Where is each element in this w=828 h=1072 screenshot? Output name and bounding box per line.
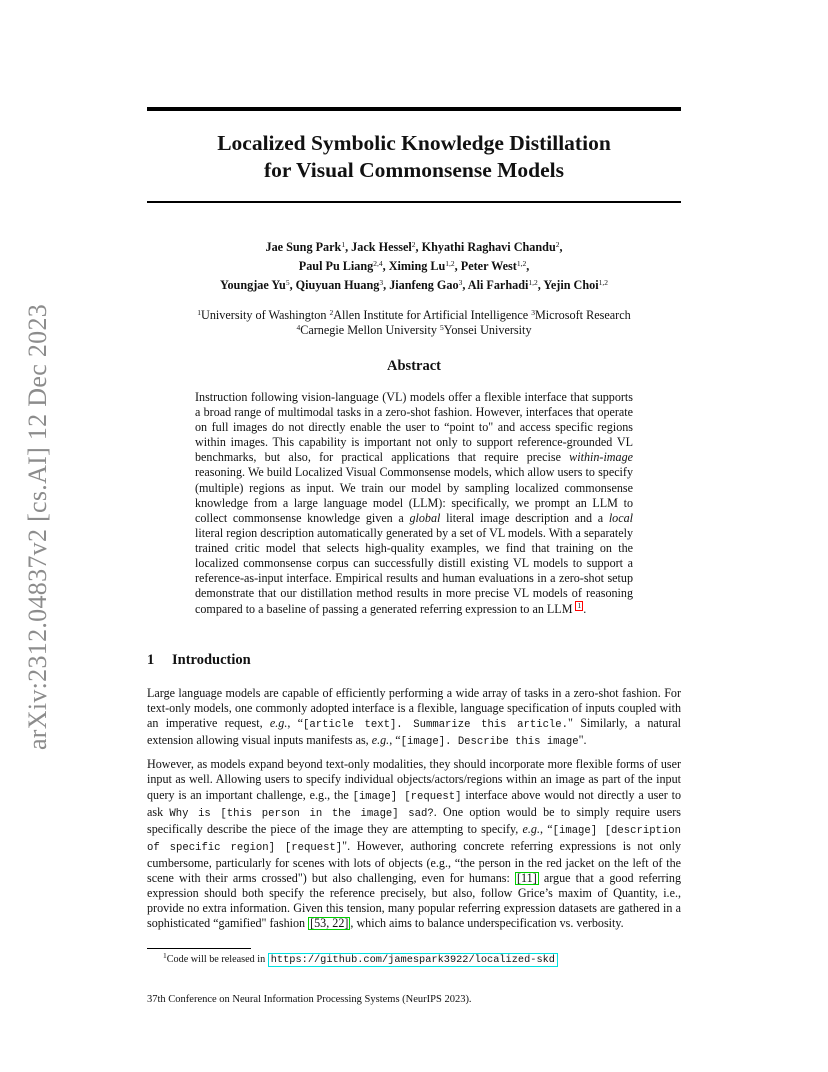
abstract-emphasis: global — [409, 510, 441, 525]
footnote-url-link[interactable]: https://github.com/jamespark3922/localized-skd — [268, 953, 558, 967]
introduction-body — [147, 686, 681, 938]
author-name: Qiuyuan Huang — [295, 278, 380, 292]
conference-note: 37th Conference on Neural Information Processing Systems (NeurIPS 2023). — [147, 994, 472, 1005]
body-text: , “ — [539, 821, 553, 836]
body-text: , “ — [287, 716, 304, 731]
intro-paragraph-1 — [147, 686, 681, 750]
author-affil-mark: 2 — [555, 240, 560, 249]
author-affil-mark: 1,2 — [445, 259, 455, 268]
body-text: interface above would not directly a user to ask — [147, 787, 681, 819]
title-bottom-rule — [147, 201, 681, 203]
affiliation-list — [147, 308, 681, 338]
abstract-text: Instruction following vision-language (VL) models offer a flexible interface that supports a broad range of multimodal tasks in a zero-shot fashion. However, interfaces that operate on full images do not directly enable the user to “point to" and access specific regions within images. This capability is important not only to support reference-grounded VL benchmarks, but also, for practical applications that require precise — [195, 390, 633, 465]
footnote-text: Code will be released in — [166, 954, 268, 965]
author-affil-mark: 3 — [379, 278, 384, 287]
inline-code: [article text]. Summarize this article. — [303, 719, 568, 732]
affiliation-mark: 5 — [439, 323, 444, 332]
footnote-link[interactable]: 1 — [577, 601, 582, 611]
affiliation-mark: 4 — [296, 323, 301, 332]
inline-code: [image] [request] — [352, 790, 462, 803]
body-text: . One option would be to simply require users specifically describe the piece of the image they are attempting to specify, — [147, 804, 681, 836]
section-heading-introduction — [147, 652, 681, 669]
author-name: Paul Pu Liang — [298, 259, 374, 273]
author-name: Jae Sung Park — [265, 240, 342, 254]
author-name: Jianfeng Gao — [389, 278, 459, 292]
affiliation-name: Yonsei University — [443, 323, 532, 337]
citation-link[interactable]: [11] — [517, 871, 537, 886]
affiliation-mark: 3 — [531, 308, 535, 317]
author-name: Ximing Lu — [388, 259, 446, 273]
affiliation-line-2 — [147, 323, 681, 338]
author-affil-mark: 2,4 — [373, 259, 383, 268]
body-text: argue that a good referring expression should both specify the reference precisely, but also, follow Grice’s maxim of Quantity, i.e., provide no extra information. Given this tension, many popular referring expression datasets are gathered in a sophisticated “gamified" fashion — [147, 871, 682, 931]
author-name: Khyathi Raghavi Chandu — [421, 240, 556, 254]
intro-paragraph-2 — [147, 757, 681, 931]
section-title: Introduction — [172, 652, 251, 668]
citation-link[interactable]: [53, 22] — [310, 916, 349, 931]
body-text: Large language models are capable of efficiently performing a wide array of tasks in a zero-shot fashion. For text-only models, one commonly adopted interface is a flexible, language specification of inputs coupled with an imperative request, — [147, 686, 681, 731]
inline-code: Why is [this person in the image] sad? — [169, 807, 434, 820]
affiliation-name: University of Washington — [201, 308, 327, 322]
affiliation-name: Microsoft Research — [534, 308, 631, 322]
body-emphasis: e.g. — [371, 733, 390, 748]
abstract-paragraph — [195, 390, 633, 617]
abstract-emphasis: within-image — [569, 450, 633, 465]
footnote-mark: 1 — [163, 951, 167, 960]
body-text: ". However, authoring concrete referring expressions is not only cumbersome, particularly for scenes with lots of objects (e.g., “the person in the red jacket on the left of the scene with their arms crossed") but also challenging, even for humans: — [147, 838, 681, 886]
body-emphasis: e.g. — [269, 716, 288, 731]
footnote-rule — [147, 948, 251, 949]
author-line-1: Jae Sung Park$^1$, Jack Hessel$^2$, Khyathi Raghavi Chandu$^2$, — [265, 240, 563, 254]
author-affil-mark: 1,2 — [516, 259, 527, 268]
author-name: Peter West — [460, 259, 517, 273]
title-line-1: Localized Symbolic Knowledge Distillation — [217, 131, 611, 155]
affiliation-mark: 2 — [329, 308, 334, 317]
author-affil-mark: 2 — [411, 240, 416, 249]
abstract-text: literal region description automatically generated by a set of VL models. With a separately trained critic model that selects high-quality examples, we find that training on the localized commonsense corpus can successfully distill existing VL models to support a reference-as-input interface. Empirical results and human evaluations in a zero-shot setup demonstrate that our distillation method results in more precise VL models of reasoning compared to a baseline of passing a generated referring expression to an LLM — [195, 525, 633, 617]
author-name: Yejin Choi — [543, 278, 599, 292]
title-line-2: for Visual Commonsense Models — [263, 158, 564, 182]
footnote — [163, 953, 681, 967]
title-top-rule — [147, 107, 681, 111]
body-text: , which aims to balance underspecification vs. verbosity. — [350, 916, 624, 931]
body-text: ". — [578, 733, 587, 748]
author-name: Youngjae Yu — [220, 278, 286, 292]
author-affil-mark: 1,2 — [528, 278, 538, 287]
arxiv-id: arXiv:2312.04837v2 [cs.AI] 12 Dec 2023 — [23, 303, 52, 751]
abstract-emphasis: local — [608, 510, 633, 525]
author-affil-mark: 1 — [341, 240, 346, 249]
inline-code: [image]. Describe this image — [400, 736, 579, 749]
body-text: , “ — [389, 733, 401, 748]
author-affil-mark: 5 — [285, 278, 290, 287]
section-number: 1 — [147, 652, 155, 668]
affiliation-name: Carnegie Mellon University — [300, 323, 437, 337]
abstract-heading: Abstract — [387, 358, 441, 374]
affiliation-name: Allen Institute for Artificial Intelligence — [333, 308, 529, 322]
paper-title — [147, 130, 681, 184]
author-line-2: Paul Pu Liang$^{2,4}$, Ximing Lu$^{1,2}$, Peter West$^{1,2}$, — [298, 259, 530, 273]
author-name: Ali Farhadi — [467, 278, 529, 292]
author-name: Jack Hessel — [351, 240, 412, 254]
affiliation-mark: 1 — [197, 308, 202, 317]
abstract-text: literal image description and a — [440, 510, 609, 525]
author-affil-mark: 3 — [458, 278, 463, 287]
author-affil-mark: 1,2 — [598, 278, 608, 287]
body-text: " Similarly, a natural extension allowing visual inputs manifests as, — [147, 716, 681, 748]
abstract-text: . — [583, 602, 587, 617]
arxiv-stamp — [14, 292, 62, 762]
author-line-3: Youngjae Yu$^5$, Qiuyuan Huang$^3$, Jianfeng Gao$^3$, Ali Farhadi$^{1,2}$, Yejin Choi$^{1,2}$ — [220, 278, 608, 292]
body-emphasis: e.g. — [522, 821, 540, 836]
body-text: However, as models expand beyond text-only modalities, they should incorporate more flexible forms of user input as well. Allowing users to specify individual objects/actors/regions within an image as part of the input query is an important challenge, e.g., the — [147, 757, 681, 802]
affiliation-line-1 — [147, 308, 681, 323]
inline-code: [image] [description of specific region] [request] — [147, 824, 681, 854]
author-list — [147, 238, 681, 295]
abstract-body — [195, 390, 633, 617]
abstract-text: reasoning. We build Localized Visual Commonsense models, which allow users to specify (multiple) regions as input. We train our model by sampling localized commonsense knowledge from a large language model (LLM): specifically, we prompt an LLM to collect commonsense knowledge given a — [195, 465, 633, 525]
